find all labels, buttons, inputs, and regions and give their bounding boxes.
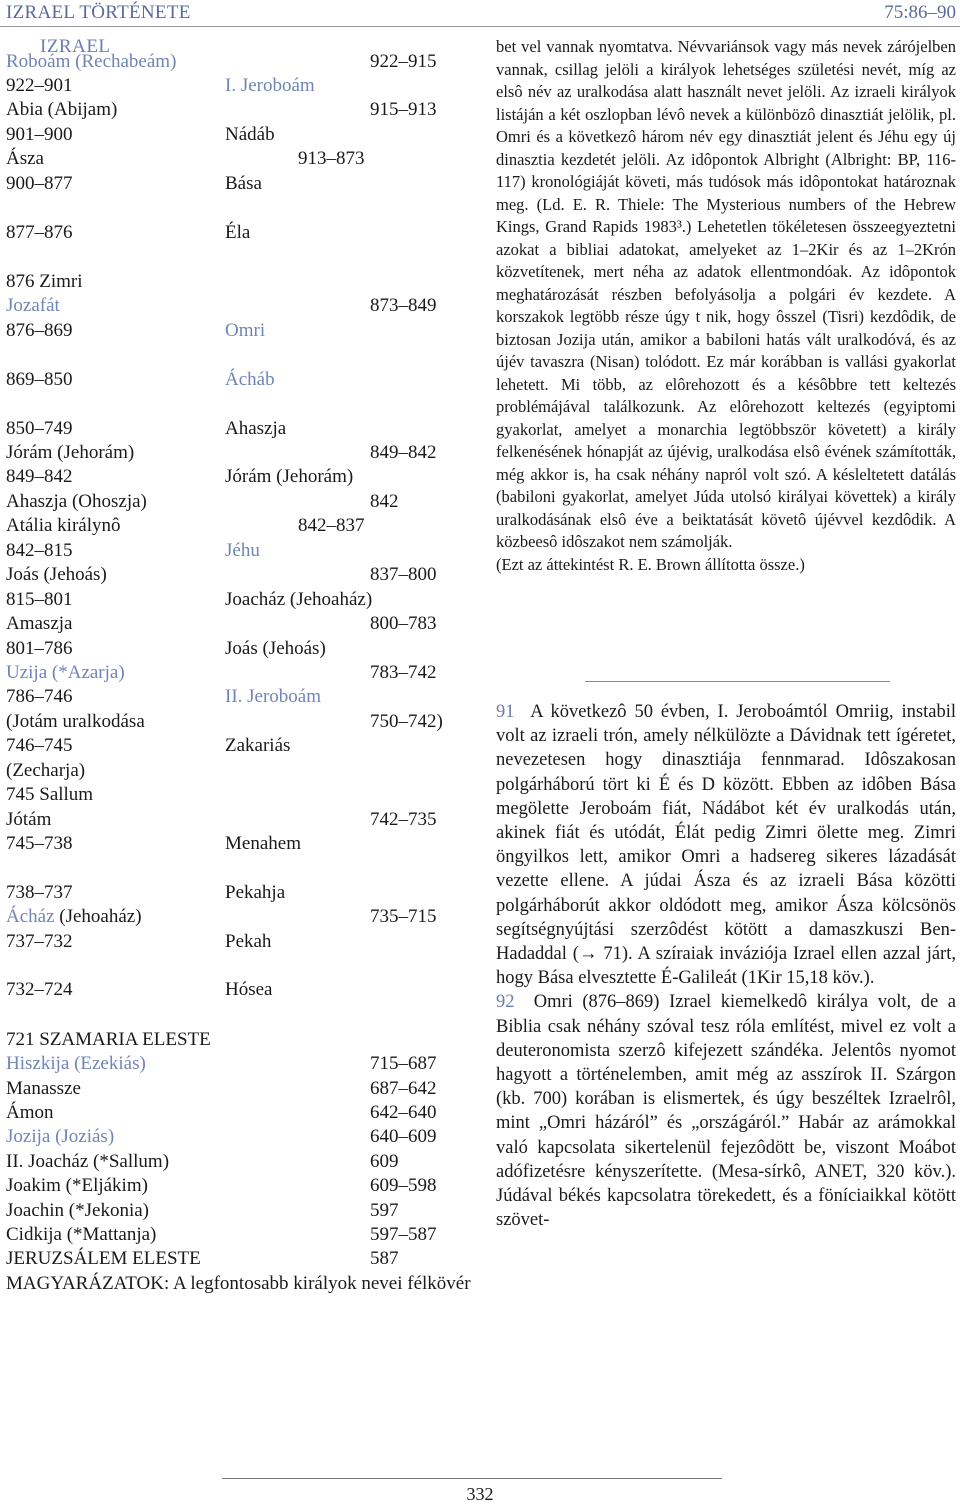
timeline-a: Roboám (Rechabeám)	[6, 51, 177, 72]
timeline-c: 715–687	[370, 1053, 437, 1074]
timeline-a: Atália királynô	[6, 515, 121, 536]
timeline-a: 745 Sallum	[6, 784, 94, 805]
timeline-a: 815–801	[6, 589, 73, 610]
running-header	[0, 0, 960, 27]
timeline-a: Joás (Jehoás)	[6, 564, 107, 585]
page-number: 332	[466, 1484, 494, 1504]
timeline-a: Joakim (*Eljákim)	[6, 1175, 148, 1196]
timeline-b: Zakariás	[225, 735, 291, 756]
timeline-c: 640–609	[370, 1126, 437, 1147]
timeline-b: I. Jeroboám	[225, 75, 315, 96]
timeline-a: 900–877	[6, 173, 73, 194]
timeline-a: (Jotám uralkodása	[6, 711, 145, 732]
timeline-a: 877–876	[6, 222, 73, 243]
paragraph-text: A következô 50 évben, I. Jeroboámtól Omriig, instabil volt az izraeli trón, amely nélkülözte a Dávidnak tett ígéretet, nevezetesen hogy dinasztiája fennmarad. Idôszakosan polgárháború tört ki É és D között. Ebben az idôben Bása megölette Jeroboám fiát, Nádábot két év uralkodás után, akinek fiát és utódát, Élát pedig Zimri ölette meg. Zimri öngyilkos lett, amikor Omri a hadsereg sikeres lázadását vezette ellene. A júdai Ásza és az izraeli Bása közötti polgárháborút akkor oldódott meg, amikor Ásza kölcsönös segítségnyújtási szerzôdést kötött a damaszkuszi Ben-Hadaddal (→ 71). A szíraiak inváziója Izrael ellen azzal járt, hogy Bása elvesztette É-Galileát (1Kir 15,18 köv.).	[496, 702, 957, 989]
timeline-c: 742–735	[370, 809, 437, 830]
timeline-a: Manassze	[6, 1078, 81, 1099]
section-title: IZRAEL	[40, 36, 111, 57]
timeline-c: 783–742	[370, 662, 437, 683]
timeline-b: Nádáb	[225, 124, 275, 145]
timeline-a: Abia (Abijam)	[6, 99, 118, 120]
timeline-c: 587	[370, 1248, 399, 1269]
timeline-a: 842–815	[6, 540, 73, 561]
timeline-a: Ahaszja (Ohoszja)	[6, 491, 147, 512]
timeline-c: 849–842	[370, 442, 437, 463]
timeline-c: 609	[370, 1151, 399, 1172]
timeline-b: Menahem	[225, 833, 301, 854]
section-divider	[585, 681, 890, 682]
timeline-c: 609–598	[370, 1175, 437, 1196]
timeline-a: 869–850	[6, 369, 73, 390]
timeline-c: 913–873	[298, 148, 365, 169]
timeline-c: 597	[370, 1200, 399, 1221]
timeline-a: 732–724	[6, 979, 73, 1000]
timeline-a: 849–842	[6, 466, 73, 487]
explanation-note	[496, 36, 956, 576]
body-text	[496, 700, 956, 1232]
timeline-a: Ácház (Jehoaház)	[6, 906, 142, 927]
timeline-c: 873–849	[370, 295, 437, 316]
timeline-a: MAGYARÁZATOK: A legfontosabb királyok nevei félkövér	[6, 1273, 471, 1294]
timeline-b: Éla	[225, 222, 251, 243]
timeline-a: Joachin (*Jekonia)	[6, 1200, 149, 1221]
timeline-a: Cidkija (*Mattanja)	[6, 1224, 157, 1245]
timeline-b: Joás (Jehoás)	[225, 638, 326, 659]
timeline-c: 837–800	[370, 564, 437, 585]
timeline-a: 737–732	[6, 931, 73, 952]
timeline-c: 597–587	[370, 1224, 437, 1245]
timeline-b: Jéhu	[225, 540, 260, 561]
paragraph-text: Omri (876–869) Izrael kiemelkedô királya volt, de a Biblia csak néhány szóval tesz róla említést, mivel ez volt a deuteronomista szerzô kifejezett szándéka. Jelentôs nyomot hagyott a történelemben, amit még az asszírok II. Szárgon (kb. 700) korában is elismertek, és úgy beszéltek Izraelrôl, mint „Omri házáról” és „országáról.” Habár az arámokkal való kapcsolata sikertelenül fejezôdött be, viszont Moábot adófizetésre kényszerítette. (Mesa-sírkô, ANET, 320 köv.). Júdával békés kapcsolatra törekedett, és a föníciaikkal kötött szövet-	[496, 992, 956, 1231]
timeline-a: Ásza	[6, 148, 44, 169]
timeline-a: Jozija (Joziás)	[6, 1126, 115, 1147]
header-title: IZRAEL TÖRTÉNETE	[6, 2, 191, 23]
timeline-a: Jórám (Jehorám)	[6, 442, 135, 463]
timeline-a: 801–786	[6, 638, 73, 659]
timeline-a: 850–749	[6, 418, 73, 439]
timeline-a: Jótám	[6, 809, 52, 830]
paragraph-92	[496, 990, 956, 1232]
paragraph-number: 91	[496, 702, 515, 722]
note-text: bet vel vannak nyomtatva. Névvariánsok vagy más nevek zárójelben vannak, csillag jelöli a királyok lehetséges születési nevét, míg az elsô név az uralkodása alatt használt nevet jelöli. Az izraeli királyok listáján a két oszlopban lévô nevek a különbözô dinasztiát jelölik, pl. Omri és a következô három név egy dinasztiát jelent és Jéhu egy új dinasztia kezdetét jelöli. Az idôpontok Albright (Albright: BP, 116-117) kronológiáját követi, más tudósok más idôpontokat határoznak meg. (Ld. E. R. Thiele: The Mysterious numbers of the Hebrew Kings, Grand Rapids 1983³.) Lehetetlen tökéletesen összeegyeztetni azokat a bibliai adatokat, amelyeket az 1–2Kir és az 1–2Krón közvetítenek, mert néha az adatok ellentmondóak. Az idôpontok meghatározását részben befolyásolja a polgári év kezdete. A korszakok legtöbb része úgy t nik, hogy ôsszel (Tisri) kezdôdik, de biztosan Jozija után, amikor a babiloni hatás vált uralkodóvá, és az újév tavaszra (Nisan) tolódott. Ez már korábban is vallási gyakorlat lehetett. Mi több, az elôrehozott és a késôbbre tett keltezés problémájával találkozunk. Az elôrehozott keltezés (egyiptomi gyakorlat, amelyet a monarchia legtöbbször követett) a király felkenésének hónapját az újévig, uralkodása elsô évének számították, még akkor is, ha csak néhány napról volt szó. A késleltetett datálás (babiloni gyakorlat, amelyet Júda utolsó királyai követtek) a király uralkodásának elsô éve a beiktatását követô újévvel kezdôdik. A közbeesô idôszakot nem számolják.	[496, 37, 956, 551]
note-credit: (Ezt az áttekintést R. E. Brown állította össze.)	[496, 554, 805, 574]
timeline-a: 745–738	[6, 833, 73, 854]
timeline-c: 800–783	[370, 613, 437, 634]
timeline-c: 687–642	[370, 1078, 437, 1099]
timeline-b: Pekahja	[225, 882, 286, 903]
timeline-c: 842–837	[298, 515, 365, 536]
timeline-a: 922–901	[6, 75, 73, 96]
timeline-a: Ámon	[6, 1102, 54, 1123]
timeline-c: 915–913	[370, 99, 437, 120]
paragraph-number: 92	[496, 992, 515, 1013]
timeline-b: Jórám (Jehorám)	[225, 466, 354, 487]
header-section-ref: 75:86–90	[884, 2, 956, 23]
timeline-a: 786–746	[6, 686, 73, 707]
timeline-c: 842	[370, 491, 399, 512]
timeline-b: Bása	[225, 173, 262, 194]
footer-rule	[222, 1478, 722, 1479]
timeline-a: Hiszkija (Ezekiás)	[6, 1053, 146, 1074]
timeline-a: 901–900	[6, 124, 73, 145]
timeline-a: (Zecharja)	[6, 760, 86, 781]
timeline-b: Hósea	[225, 979, 273, 1000]
timeline-a: 738–737	[6, 882, 73, 903]
king-name-highlight: Ácház	[6, 906, 55, 927]
timeline-a: 876–869	[6, 320, 73, 341]
timeline-c: 750–742)	[370, 711, 443, 732]
timeline-a: 721 SZAMARIA ELESTE	[6, 1029, 211, 1050]
timeline-b: Pekah	[225, 931, 272, 952]
timeline-b: Joacház (Jehoaház)	[225, 589, 373, 610]
timeline-c: 642–640	[370, 1102, 437, 1123]
paragraph-91	[496, 700, 956, 990]
timeline-a: Jozafát	[6, 295, 60, 316]
timeline-a: 746–745	[6, 735, 73, 756]
timeline-b: Omri	[225, 320, 266, 341]
timeline-c: 735–715	[370, 906, 437, 927]
timeline-b: II. Jeroboám	[225, 686, 322, 707]
timeline-a: 876 Zimri	[6, 271, 83, 292]
timeline-c: 922–915	[370, 51, 437, 72]
timeline-b: Ácháb	[225, 369, 275, 390]
timeline-a: Uzija (*Azarja)	[6, 662, 125, 683]
timeline-a: JERUZSÁLEM ELESTE	[6, 1248, 201, 1269]
timeline-a: II. Joacház (*Sallum)	[6, 1151, 170, 1172]
timeline-a: Amaszja	[6, 613, 73, 634]
timeline-b: Ahaszja	[225, 418, 287, 439]
